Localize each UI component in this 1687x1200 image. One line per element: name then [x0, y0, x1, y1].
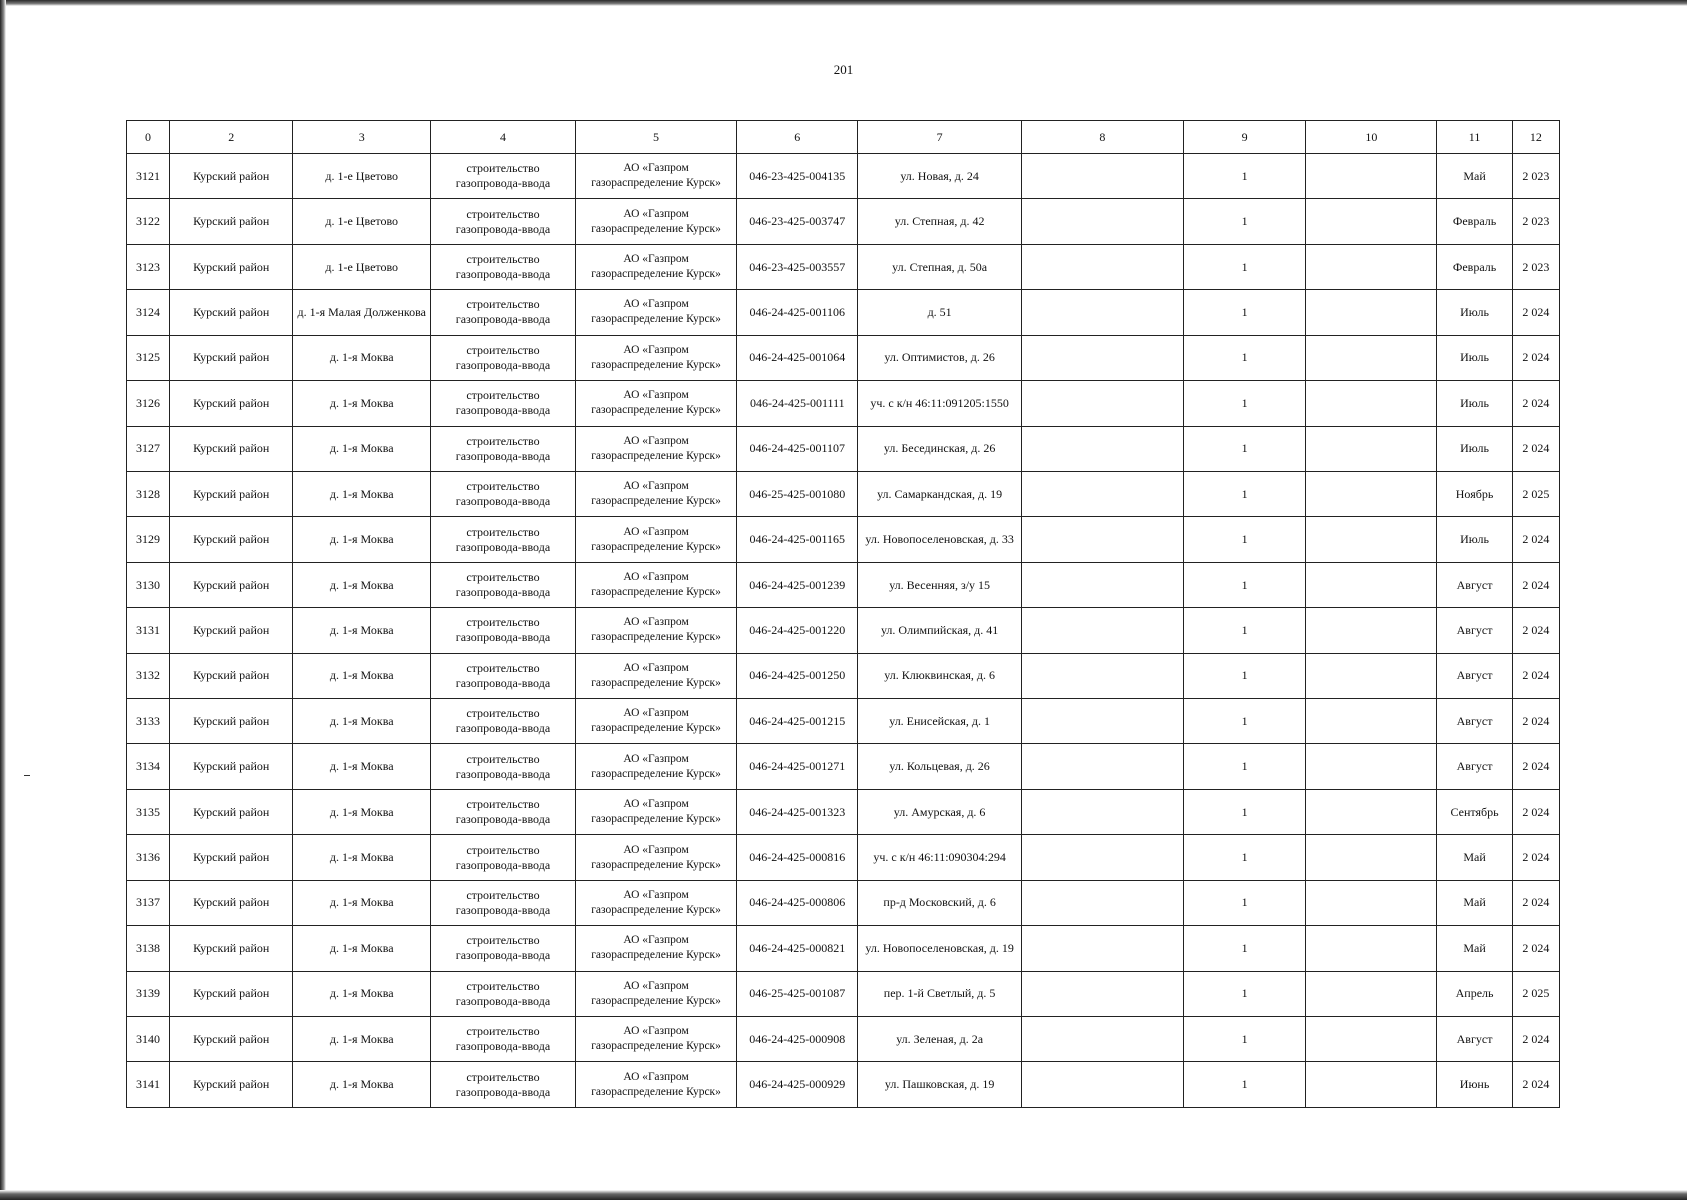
quantity-cell: 1	[1183, 653, 1305, 698]
object-code-cell: 046-24-425-001111	[737, 381, 858, 426]
work-type-cell: строительство газопровода-ввода	[430, 290, 575, 335]
table-row	[127, 880, 1560, 925]
district-cell: Курский район	[169, 335, 293, 380]
address-cell: ул. Амурская, д. 6	[858, 789, 1021, 834]
column-10-cell	[1306, 608, 1437, 653]
row-number-cell: 3133	[127, 699, 170, 744]
column-8-cell	[1021, 1062, 1183, 1108]
district-cell: Курский район	[169, 1017, 293, 1062]
year-cell: 2 024	[1512, 789, 1559, 834]
row-number-cell: 3121	[127, 154, 170, 199]
table-row	[127, 335, 1560, 380]
locality-cell: д. 1-я Моква	[293, 1017, 430, 1062]
scan-edge-left	[0, 0, 6, 1200]
row-number-cell: 3140	[127, 1017, 170, 1062]
organization-cell: АО «Газпром газораспределение Курск»	[575, 971, 736, 1016]
stray-mark	[24, 775, 30, 776]
month-cell: Ноябрь	[1437, 471, 1512, 516]
table-row	[127, 926, 1560, 971]
object-code-cell: 046-24-425-001106	[737, 290, 858, 335]
year-cell: 2 024	[1512, 744, 1559, 789]
row-number-cell: 3130	[127, 562, 170, 607]
locality-cell: д. 1-е Цветово	[293, 199, 430, 244]
address-cell: ул. Пашковская, д. 19	[858, 1062, 1021, 1108]
object-code-cell: 046-24-425-000908	[737, 1017, 858, 1062]
table-row	[127, 653, 1560, 698]
column-10-cell	[1306, 335, 1437, 380]
work-type-cell: строительство газопровода-ввода	[430, 562, 575, 607]
column-10-cell	[1306, 381, 1437, 426]
year-cell: 2 024	[1512, 653, 1559, 698]
year-cell: 2 024	[1512, 381, 1559, 426]
column-8-cell	[1021, 926, 1183, 971]
address-cell: ул. Зеленая, д. 2а	[858, 1017, 1021, 1062]
object-code-cell: 046-25-425-001080	[737, 471, 858, 516]
locality-cell: д. 1-я Моква	[293, 562, 430, 607]
work-type-cell: строительство газопровода-ввода	[430, 971, 575, 1016]
row-number-cell: 3137	[127, 880, 170, 925]
column-10-cell	[1306, 744, 1437, 789]
address-cell: ул. Кольцевая, д. 26	[858, 744, 1021, 789]
quantity-cell: 1	[1183, 926, 1305, 971]
header-cell-4: 4	[430, 121, 575, 154]
address-cell: д. 51	[858, 290, 1021, 335]
column-10-cell	[1306, 244, 1437, 289]
object-code-cell: 046-24-425-001215	[737, 699, 858, 744]
column-10-cell	[1306, 562, 1437, 607]
district-cell: Курский район	[169, 244, 293, 289]
month-cell: Май	[1437, 926, 1512, 971]
locality-cell: д. 1-я Моква	[293, 744, 430, 789]
organization-cell: АО «Газпром газораспределение Курск»	[575, 199, 736, 244]
column-8-cell	[1021, 562, 1183, 607]
address-cell: ул. Бесединская, д. 26	[858, 426, 1021, 471]
month-cell: Июль	[1437, 290, 1512, 335]
object-code-cell: 046-24-425-001064	[737, 335, 858, 380]
scan-edge-top	[0, 0, 1687, 6]
object-code-cell: 046-24-425-000816	[737, 835, 858, 880]
organization-cell: АО «Газпром газораспределение Курск»	[575, 335, 736, 380]
locality-cell: д. 1-е Цветово	[293, 244, 430, 289]
object-code-cell: 046-24-425-001239	[737, 562, 858, 607]
work-type-cell: строительство газопровода-ввода	[430, 154, 575, 199]
header-cell-9: 9	[1183, 121, 1305, 154]
column-10-cell	[1306, 1017, 1437, 1062]
organization-cell: АО «Газпром газораспределение Курск»	[575, 835, 736, 880]
column-8-cell	[1021, 244, 1183, 289]
header-cell-3: 3	[293, 121, 430, 154]
table-row	[127, 699, 1560, 744]
district-cell: Курский район	[169, 1062, 293, 1108]
locality-cell: д. 1-я Моква	[293, 517, 430, 562]
address-cell: ул. Весенняя, з/у 15	[858, 562, 1021, 607]
address-cell: ул. Новая, д. 24	[858, 154, 1021, 199]
work-type-cell: строительство газопровода-ввода	[430, 926, 575, 971]
year-cell: 2 025	[1512, 471, 1559, 516]
year-cell: 2 024	[1512, 426, 1559, 471]
month-cell: Август	[1437, 653, 1512, 698]
organization-cell: АО «Газпром газораспределение Курск»	[575, 608, 736, 653]
column-8-cell	[1021, 835, 1183, 880]
quantity-cell: 1	[1183, 290, 1305, 335]
work-type-cell: строительство газопровода-ввода	[430, 517, 575, 562]
object-code-cell: 046-25-425-001087	[737, 971, 858, 1016]
table-row	[127, 244, 1560, 289]
column-8-cell	[1021, 653, 1183, 698]
work-type-cell: строительство газопровода-ввода	[430, 1017, 575, 1062]
locality-cell: д. 1-я Моква	[293, 381, 430, 426]
row-number-cell: 3141	[127, 1062, 170, 1108]
table-row	[127, 426, 1560, 471]
table-row	[127, 562, 1560, 607]
scan-edge-bottom	[0, 1190, 1687, 1200]
header-cell-7: 7	[858, 121, 1021, 154]
column-8-cell	[1021, 426, 1183, 471]
header-row	[127, 121, 1560, 154]
district-cell: Курский район	[169, 926, 293, 971]
month-cell: Август	[1437, 744, 1512, 789]
organization-cell: АО «Газпром газораспределение Курск»	[575, 517, 736, 562]
year-cell: 2 024	[1512, 608, 1559, 653]
year-cell: 2 024	[1512, 1062, 1559, 1108]
work-type-cell: строительство газопровода-ввода	[430, 744, 575, 789]
locality-cell: д. 1-я Моква	[293, 608, 430, 653]
row-number-cell: 3135	[127, 789, 170, 834]
table-body	[127, 154, 1560, 1108]
organization-cell: АО «Газпром газораспределение Курск»	[575, 699, 736, 744]
year-cell: 2 024	[1512, 290, 1559, 335]
column-10-cell	[1306, 699, 1437, 744]
district-cell: Курский район	[169, 471, 293, 516]
district-cell: Курский район	[169, 517, 293, 562]
work-type-cell: строительство газопровода-ввода	[430, 653, 575, 698]
row-number-cell: 3139	[127, 971, 170, 1016]
row-number-cell: 3134	[127, 744, 170, 789]
district-cell: Курский район	[169, 699, 293, 744]
locality-cell: д. 1-я Моква	[293, 471, 430, 516]
quantity-cell: 1	[1183, 154, 1305, 199]
address-cell: ул. Клюквинская, д. 6	[858, 653, 1021, 698]
column-8-cell	[1021, 789, 1183, 834]
quantity-cell: 1	[1183, 244, 1305, 289]
work-type-cell: строительство газопровода-ввода	[430, 835, 575, 880]
column-8-cell	[1021, 608, 1183, 653]
quantity-cell: 1	[1183, 744, 1305, 789]
address-cell: пер. 1-й Светлый, д. 5	[858, 971, 1021, 1016]
organization-cell: АО «Газпром газораспределение Курск»	[575, 926, 736, 971]
object-code-cell: 046-24-425-001107	[737, 426, 858, 471]
row-number-cell: 3129	[127, 517, 170, 562]
header-cell-8: 8	[1021, 121, 1183, 154]
work-type-cell: строительство газопровода-ввода	[430, 381, 575, 426]
column-8-cell	[1021, 517, 1183, 562]
table-row	[127, 744, 1560, 789]
year-cell: 2 024	[1512, 835, 1559, 880]
column-10-cell	[1306, 154, 1437, 199]
table-row	[127, 1017, 1560, 1062]
district-cell: Курский район	[169, 562, 293, 607]
column-10-cell	[1306, 471, 1437, 516]
month-cell: Сентябрь	[1437, 789, 1512, 834]
quantity-cell: 1	[1183, 1062, 1305, 1108]
quantity-cell: 1	[1183, 471, 1305, 516]
locality-cell: д. 1-я Моква	[293, 335, 430, 380]
table-header	[127, 121, 1560, 154]
organization-cell: АО «Газпром газораспределение Курск»	[575, 426, 736, 471]
month-cell: Август	[1437, 699, 1512, 744]
month-cell: Май	[1437, 880, 1512, 925]
column-8-cell	[1021, 290, 1183, 335]
header-cell-11: 11	[1437, 121, 1512, 154]
month-cell: Июль	[1437, 335, 1512, 380]
row-number-cell: 3131	[127, 608, 170, 653]
object-code-cell: 046-23-425-003747	[737, 199, 858, 244]
table-row	[127, 517, 1560, 562]
organization-cell: АО «Газпром газораспределение Курск»	[575, 154, 736, 199]
month-cell: Июль	[1437, 517, 1512, 562]
register-table	[126, 120, 1560, 1108]
organization-cell: АО «Газпром газораспределение Курск»	[575, 789, 736, 834]
column-8-cell	[1021, 471, 1183, 516]
year-cell: 2 024	[1512, 335, 1559, 380]
column-10-cell	[1306, 789, 1437, 834]
quantity-cell: 1	[1183, 1017, 1305, 1062]
column-10-cell	[1306, 517, 1437, 562]
month-cell: Февраль	[1437, 244, 1512, 289]
row-number-cell: 3123	[127, 244, 170, 289]
organization-cell: АО «Газпром газораспределение Курск»	[575, 653, 736, 698]
quantity-cell: 1	[1183, 381, 1305, 426]
locality-cell: д. 1-я Моква	[293, 699, 430, 744]
locality-cell: д. 1-е Цветово	[293, 154, 430, 199]
locality-cell: д. 1-я Моква	[293, 1062, 430, 1108]
object-code-cell: 046-24-425-001323	[737, 789, 858, 834]
row-number-cell: 3125	[127, 335, 170, 380]
header-cell-2: 2	[169, 121, 293, 154]
address-cell: пр-д Московский, д. 6	[858, 880, 1021, 925]
column-8-cell	[1021, 744, 1183, 789]
locality-cell: д. 1-я Моква	[293, 835, 430, 880]
header-cell-0: 0	[127, 121, 170, 154]
table-row	[127, 971, 1560, 1016]
header-cell-6: 6	[737, 121, 858, 154]
object-code-cell: 046-24-425-000821	[737, 926, 858, 971]
column-10-cell	[1306, 653, 1437, 698]
address-cell: ул. Новопоселеновская, д. 19	[858, 926, 1021, 971]
table-row	[127, 608, 1560, 653]
district-cell: Курский район	[169, 199, 293, 244]
row-number-cell: 3136	[127, 835, 170, 880]
district-cell: Курский район	[169, 789, 293, 834]
organization-cell: АО «Газпром газораспределение Курск»	[575, 880, 736, 925]
month-cell: Февраль	[1437, 199, 1512, 244]
year-cell: 2 024	[1512, 517, 1559, 562]
work-type-cell: строительство газопровода-ввода	[430, 426, 575, 471]
organization-cell: АО «Газпром газораспределение Курск»	[575, 381, 736, 426]
district-cell: Курский район	[169, 653, 293, 698]
quantity-cell: 1	[1183, 199, 1305, 244]
organization-cell: АО «Газпром газораспределение Курск»	[575, 244, 736, 289]
district-cell: Курский район	[169, 608, 293, 653]
month-cell: Июнь	[1437, 1062, 1512, 1108]
quantity-cell: 1	[1183, 426, 1305, 471]
header-cell-10: 10	[1306, 121, 1437, 154]
quantity-cell: 1	[1183, 562, 1305, 607]
quantity-cell: 1	[1183, 608, 1305, 653]
address-cell: ул. Енисейская, д. 1	[858, 699, 1021, 744]
column-8-cell	[1021, 699, 1183, 744]
organization-cell: АО «Газпром газораспределение Курск»	[575, 290, 736, 335]
row-number-cell: 3138	[127, 926, 170, 971]
table-row	[127, 835, 1560, 880]
address-cell: ул. Степная, д. 50а	[858, 244, 1021, 289]
month-cell: Май	[1437, 835, 1512, 880]
district-cell: Курский район	[169, 381, 293, 426]
column-8-cell	[1021, 381, 1183, 426]
row-number-cell: 3132	[127, 653, 170, 698]
object-code-cell: 046-24-425-000929	[737, 1062, 858, 1108]
page-number: 201	[833, 62, 854, 77]
quantity-cell: 1	[1183, 699, 1305, 744]
object-code-cell: 046-23-425-004135	[737, 154, 858, 199]
quantity-cell: 1	[1183, 880, 1305, 925]
locality-cell: д. 1-я Моква	[293, 971, 430, 1016]
organization-cell: АО «Газпром газораспределение Курск»	[575, 744, 736, 789]
column-10-cell	[1306, 1062, 1437, 1108]
district-cell: Курский район	[169, 880, 293, 925]
column-8-cell	[1021, 1017, 1183, 1062]
year-cell: 2 023	[1512, 244, 1559, 289]
quantity-cell: 1	[1183, 335, 1305, 380]
row-number-cell: 3128	[127, 471, 170, 516]
month-cell: Август	[1437, 608, 1512, 653]
column-8-cell	[1021, 199, 1183, 244]
column-8-cell	[1021, 154, 1183, 199]
row-number-cell: 3126	[127, 381, 170, 426]
locality-cell: д. 1-я Моква	[293, 426, 430, 471]
district-cell: Курский район	[169, 290, 293, 335]
organization-cell: АО «Газпром газораспределение Курск»	[575, 562, 736, 607]
address-cell: ул. Новопоселеновская, д. 33	[858, 517, 1021, 562]
month-cell: Июль	[1437, 381, 1512, 426]
quantity-cell: 1	[1183, 835, 1305, 880]
district-cell: Курский район	[169, 971, 293, 1016]
column-10-cell	[1306, 835, 1437, 880]
object-code-cell: 046-23-425-003557	[737, 244, 858, 289]
object-code-cell: 046-24-425-000806	[737, 880, 858, 925]
work-type-cell: строительство газопровода-ввода	[430, 699, 575, 744]
row-number-cell: 3124	[127, 290, 170, 335]
organization-cell: АО «Газпром газораспределение Курск»	[575, 471, 736, 516]
work-type-cell: строительство газопровода-ввода	[430, 199, 575, 244]
month-cell: Апрель	[1437, 971, 1512, 1016]
year-cell: 2 024	[1512, 880, 1559, 925]
district-cell: Курский район	[169, 744, 293, 789]
address-cell: ул. Оптимистов, д. 26	[858, 335, 1021, 380]
work-type-cell: строительство газопровода-ввода	[430, 608, 575, 653]
locality-cell: д. 1-я Моква	[293, 926, 430, 971]
year-cell: 2 024	[1512, 1017, 1559, 1062]
table-row	[127, 290, 1560, 335]
district-cell: Курский район	[169, 426, 293, 471]
locality-cell: д. 1-я Малая Долженкова	[293, 290, 430, 335]
object-code-cell: 046-24-425-001220	[737, 608, 858, 653]
address-cell: ул. Олимпийская, д. 41	[858, 608, 1021, 653]
year-cell: 2 025	[1512, 971, 1559, 1016]
organization-cell: АО «Газпром газораспределение Курск»	[575, 1017, 736, 1062]
work-type-cell: строительство газопровода-ввода	[430, 335, 575, 380]
month-cell: Август	[1437, 562, 1512, 607]
work-type-cell: строительство газопровода-ввода	[430, 1062, 575, 1108]
address-cell: ул. Степная, д. 42	[858, 199, 1021, 244]
quantity-cell: 1	[1183, 971, 1305, 1016]
column-10-cell	[1306, 426, 1437, 471]
column-8-cell	[1021, 335, 1183, 380]
work-type-cell: строительство газопровода-ввода	[430, 880, 575, 925]
district-cell: Курский район	[169, 835, 293, 880]
column-10-cell	[1306, 290, 1437, 335]
organization-cell: АО «Газпром газораспределение Курск»	[575, 1062, 736, 1108]
locality-cell: д. 1-я Моква	[293, 653, 430, 698]
column-10-cell	[1306, 971, 1437, 1016]
column-8-cell	[1021, 880, 1183, 925]
address-cell: уч. с к/н 46:11:091205:1550	[858, 381, 1021, 426]
object-code-cell: 046-24-425-001165	[737, 517, 858, 562]
object-code-cell: 046-24-425-001250	[737, 653, 858, 698]
locality-cell: д. 1-я Моква	[293, 880, 430, 925]
work-type-cell: строительство газопровода-ввода	[430, 789, 575, 834]
table-row	[127, 199, 1560, 244]
year-cell: 2 024	[1512, 699, 1559, 744]
column-8-cell	[1021, 971, 1183, 1016]
work-type-cell: строительство газопровода-ввода	[430, 471, 575, 516]
table-row	[127, 1062, 1560, 1108]
year-cell: 2 023	[1512, 199, 1559, 244]
locality-cell: д. 1-я Моква	[293, 789, 430, 834]
column-10-cell	[1306, 880, 1437, 925]
column-10-cell	[1306, 199, 1437, 244]
month-cell: Май	[1437, 154, 1512, 199]
year-cell: 2 024	[1512, 926, 1559, 971]
header-cell-5: 5	[575, 121, 736, 154]
month-cell: Август	[1437, 1017, 1512, 1062]
year-cell: 2 024	[1512, 562, 1559, 607]
quantity-cell: 1	[1183, 789, 1305, 834]
column-10-cell	[1306, 926, 1437, 971]
year-cell: 2 023	[1512, 154, 1559, 199]
header-cell-12: 12	[1512, 121, 1559, 154]
month-cell: Июль	[1437, 426, 1512, 471]
address-cell: ул. Самаркандская, д. 19	[858, 471, 1021, 516]
object-code-cell: 046-24-425-001271	[737, 744, 858, 789]
work-type-cell: строительство газопровода-ввода	[430, 244, 575, 289]
table-row	[127, 381, 1560, 426]
table-row	[127, 471, 1560, 516]
quantity-cell: 1	[1183, 517, 1305, 562]
address-cell: уч. с к/н 46:11:090304:294	[858, 835, 1021, 880]
district-cell: Курский район	[169, 154, 293, 199]
row-number-cell: 3122	[127, 199, 170, 244]
table-row	[127, 154, 1560, 199]
row-number-cell: 3127	[127, 426, 170, 471]
table-row	[127, 789, 1560, 834]
